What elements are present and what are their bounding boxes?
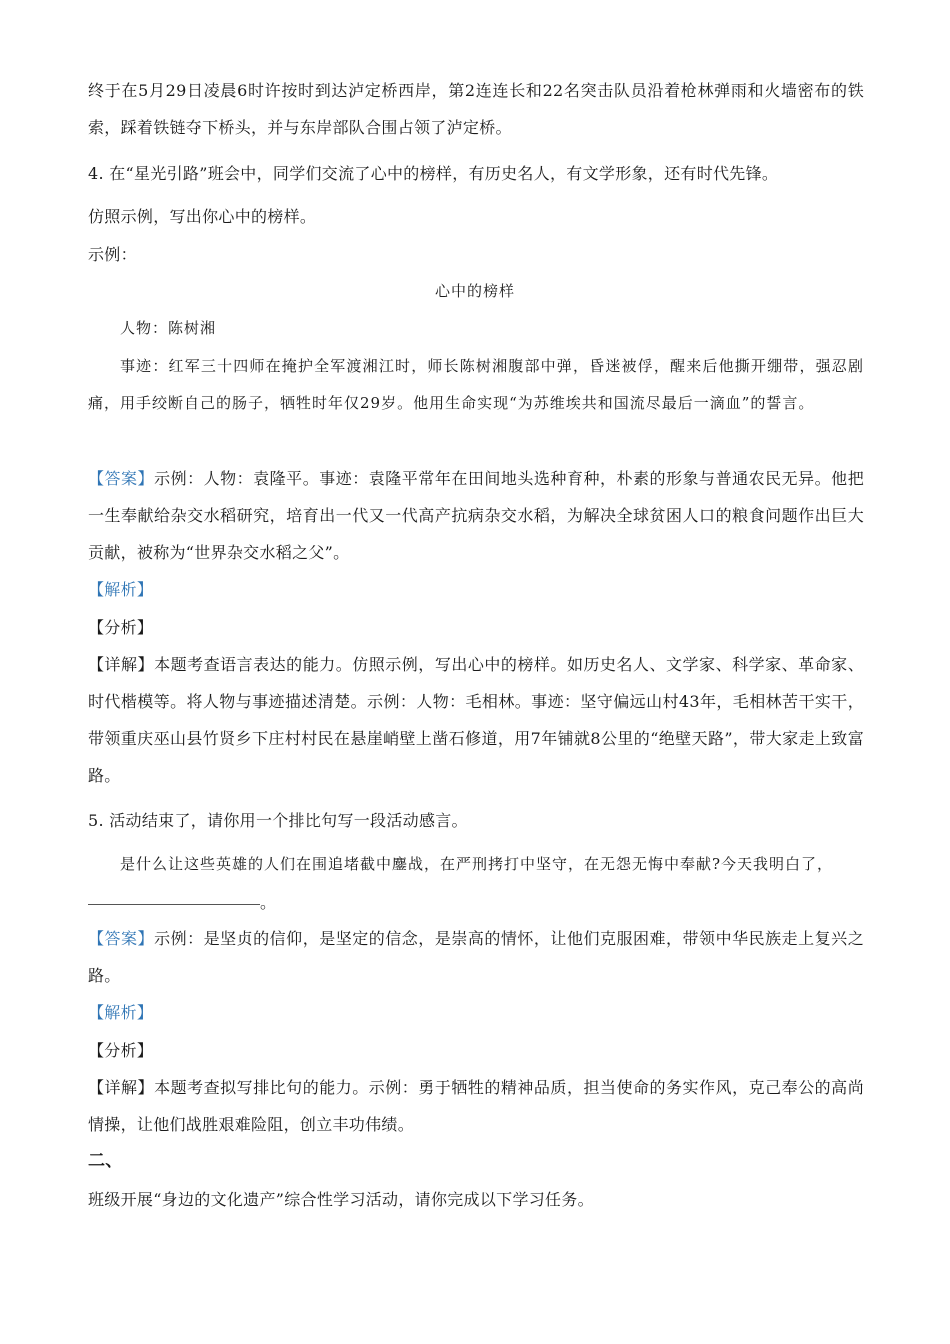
q4-answer-tag: 【答案】 <box>88 469 155 488</box>
intro-tail-paragraph: 终于在5月29日凌晨6时许按时到达泸定桥西岸，第2连连长和22名突击队员沿着枪林弹雨和火墙密布的铁索，踩着铁链夺下桥头，并与东岸部队合围占领了泸定桥。 <box>88 81 864 137</box>
q4-analysis-tag: 【解析】 <box>88 580 154 599</box>
q4-instruction: 仿照示例，写出你心中的榜样。 <box>88 207 317 226</box>
q4-question: 4. 在“星光引路”班会中，同学们交流了心中的榜样，有历史名人，有文学形象，还有时代先锋。 <box>88 164 779 183</box>
q4-fenxi-tag: 【分析】 <box>88 618 154 637</box>
section-2-intro: 班级开展“身边的文化遗产”综合性学习活动，请你完成以下学习任务。 <box>88 1190 594 1209</box>
q5-answer <box>88 920 864 994</box>
q4-example-label: 示例： <box>88 245 137 264</box>
q5-answer-text: 示例：是坚贞的信仰，是坚定的信念，是崇高的情怀，让他们克服困难，带领中华民族走上复兴之路。 <box>88 929 864 985</box>
q5-analysis-tag: 【解析】 <box>88 1003 154 1022</box>
q4-detail-text: 本题考查语言表达的能力。仿照示例，写出心中的榜样。如历史名人、文学家、科学家、革命家、时代楷模等。将人物与事迹描述清楚。示例：人物：毛相林。事迹：坚守偏远山村43年，毛相林苦干实干，带领重庆巫山县竹贤乡下庄村村民在悬崖峭壁上凿石修道，用7年铺就8公里的“绝壁天路”，带大家走上致富路。 <box>88 655 864 785</box>
q4-answer <box>88 460 864 571</box>
q4-answer-text: 示例：人物：袁隆平。事迹：袁隆平常年在田间地头选种育种，朴素的形象与普通农民无异。他把一生奉献给杂交水稻研究，培育出一代又一代高产抗病杂交水稻，为解决全球贫困人口的粮食问题作出巨大贡献，被称为“世界杂交水稻之父”。 <box>88 469 864 562</box>
q5-prompt-end: 。 <box>260 893 277 912</box>
section-2-heading: 二、 <box>88 1151 123 1171</box>
q4-detail-tag: 【详解】 <box>88 655 155 674</box>
answer-blank[interactable] <box>88 903 260 905</box>
q5-answer-tag: 【答案】 <box>88 929 155 948</box>
q5-detail <box>88 1069 864 1143</box>
q5-detail-text: 本题考查拟写排比句的能力。示例：勇于牺牲的精神品质，担当使命的务实作风，克己奉公的高尚情操，让他们战胜艰难险阻，创立丰功伟绩。 <box>88 1078 864 1134</box>
q4-example-title: 心中的榜样 <box>434 282 515 300</box>
q5-prompt: 是什么让这些英雄的人们在围追堵截中鏖战，在严刑拷打中坚守，在无怨无悔中奉献?今天我明白了， <box>120 855 834 873</box>
q4-example-deeds: 事迹：红军三十四师在掩护全军渡湘江时，师长陈树湘腹部中弹，昏迷被俘，醒来后他撕开绷带，强忍剧痛，用手绞断自己的肠子，牺牲时年仅29岁。他用生命实现“为苏维埃共和国流尽最后一滴血”的誓言。 <box>88 357 864 412</box>
q5-blank-line <box>88 884 864 921</box>
q5-question: 5. 活动结束了，请你用一个排比句写一段活动感言。 <box>88 811 468 830</box>
q4-detail <box>88 646 864 794</box>
q5-fenxi-tag: 【分析】 <box>88 1041 154 1060</box>
q4-example-person: 人物：陈树湘 <box>120 319 217 337</box>
q5-detail-tag: 【详解】 <box>88 1078 155 1097</box>
